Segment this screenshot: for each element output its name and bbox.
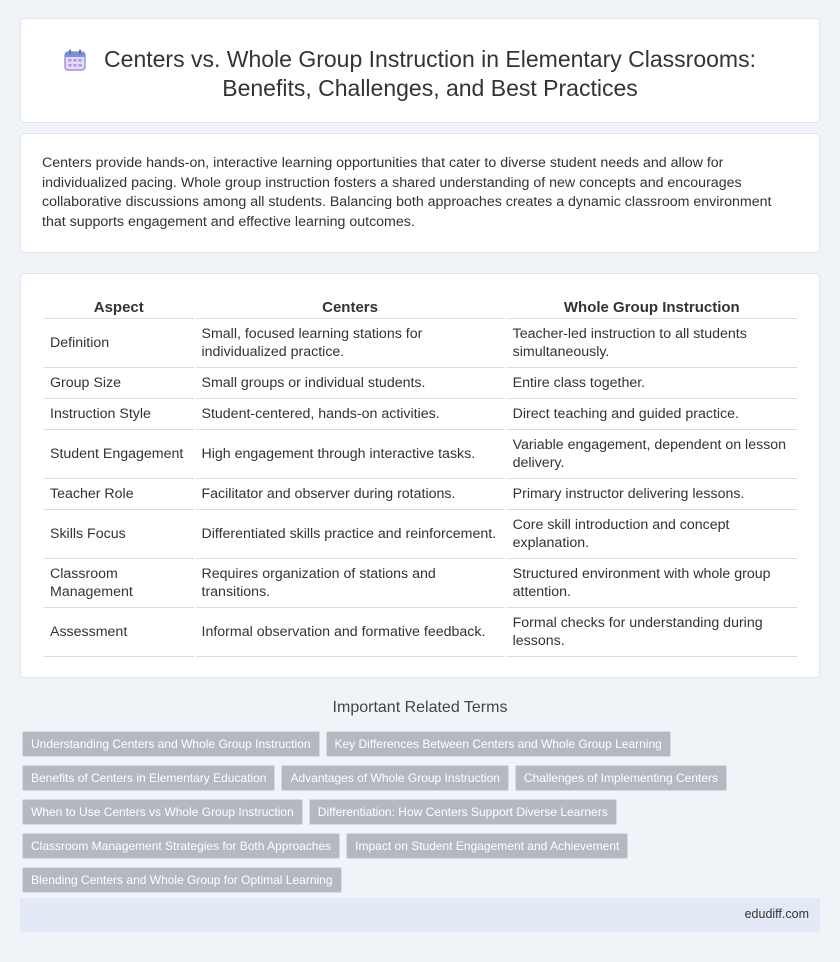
related-term-link[interactable]: Key Differences Between Centers and Whole Group Learning [326,731,671,757]
whole-group-cell: Formal checks for understanding during lessons. [507,608,797,657]
table-row [44,559,797,608]
aspect-cell: Classroom Management [44,559,194,608]
related-term-link[interactable]: Understanding Centers and Whole Group Instruction [22,731,320,757]
related-term-link[interactable]: Benefits of Centers in Elementary Education [22,765,275,791]
site-name[interactable]: edudiff.com [744,907,809,921]
intro-paragraph: Centers provide hands-on, interactive learning opportunities that cater to diverse student needs and allow for individualized pacing. Whole group instruction fosters a shared understanding of new concepts and encourages collaborative discussions among all students. Balancing both approaches creates a dynamic classroom environment that supports engagement and effective learning outcomes. [42,155,772,230]
column-header-centers: Centers [196,296,505,319]
comparison-card [20,273,820,678]
whole-group-cell: Core skill introduction and concept explanation. [507,510,797,559]
table-row [44,319,797,368]
whole-group-cell: Variable engagement, dependent on lesson delivery. [507,430,797,479]
aspect-cell: Group Size [44,368,194,399]
title-card [20,18,820,123]
whole-group-cell: Primary instructor delivering lessons. [507,479,797,510]
aspect-cell: Teacher Role [44,479,194,510]
footer [20,898,820,932]
related-term-link[interactable]: Blending Centers and Whole Group for Optimal Learning [22,867,342,893]
table-row [44,399,797,430]
aspect-cell: Assessment [44,608,194,657]
page-title: Centers vs. Whole Group Instruction in Elementary Classrooms: Benefits, Challenges, and Best Practices [104,46,756,101]
centers-cell: Facilitator and observer during rotations. [196,479,505,510]
aspect-cell: Instruction Style [44,399,194,430]
whole-group-cell: Entire class together. [507,368,797,399]
aspect-cell: Definition [44,319,194,368]
related-term-link[interactable]: Advantages of Whole Group Instruction [281,765,508,791]
centers-cell: Differentiated skills practice and reinforcement. [196,510,505,559]
related-term-link[interactable]: When to Use Centers vs Whole Group Instruction [22,799,303,825]
whole-group-cell: Teacher-led instruction to all students simultaneously. [507,319,797,368]
centers-cell: Small, focused learning stations for individualized practice. [196,319,505,368]
related-terms-list [22,731,802,893]
related-term-link[interactable]: Impact on Student Engagement and Achievement [346,833,628,859]
aspect-cell: Student Engagement [44,430,194,479]
comparison-table [42,296,799,657]
related-term-link[interactable]: Differentiation: How Centers Support Diverse Learners [309,799,617,825]
whole-group-cell: Structured environment with whole group attention. [507,559,797,608]
related-term-link[interactable]: Challenges of Implementing Centers [515,765,727,791]
intro-card [20,133,820,253]
centers-cell: Requires organization of stations and transitions. [196,559,505,608]
centers-cell: Student-centered, hands-on activities. [196,399,505,430]
related-terms-heading: Important Related Terms [332,699,508,716]
centers-cell: Small groups or individual students. [196,368,505,399]
column-header-whole-group: Whole Group Instruction [507,296,797,319]
centers-cell: High engagement through interactive tasks. [196,430,505,479]
table-header-row [44,296,797,319]
table-row [44,510,797,559]
table-row [44,368,797,399]
table-row [44,430,797,479]
table-row [44,479,797,510]
table-row [44,608,797,657]
aspect-cell: Skills Focus [44,510,194,559]
related-term-link[interactable]: Classroom Management Strategies for Both Approaches [22,833,340,859]
centers-cell: Informal observation and formative feedback. [196,608,505,657]
column-header-aspect: Aspect [44,296,194,319]
whole-group-cell: Direct teaching and guided practice. [507,399,797,430]
